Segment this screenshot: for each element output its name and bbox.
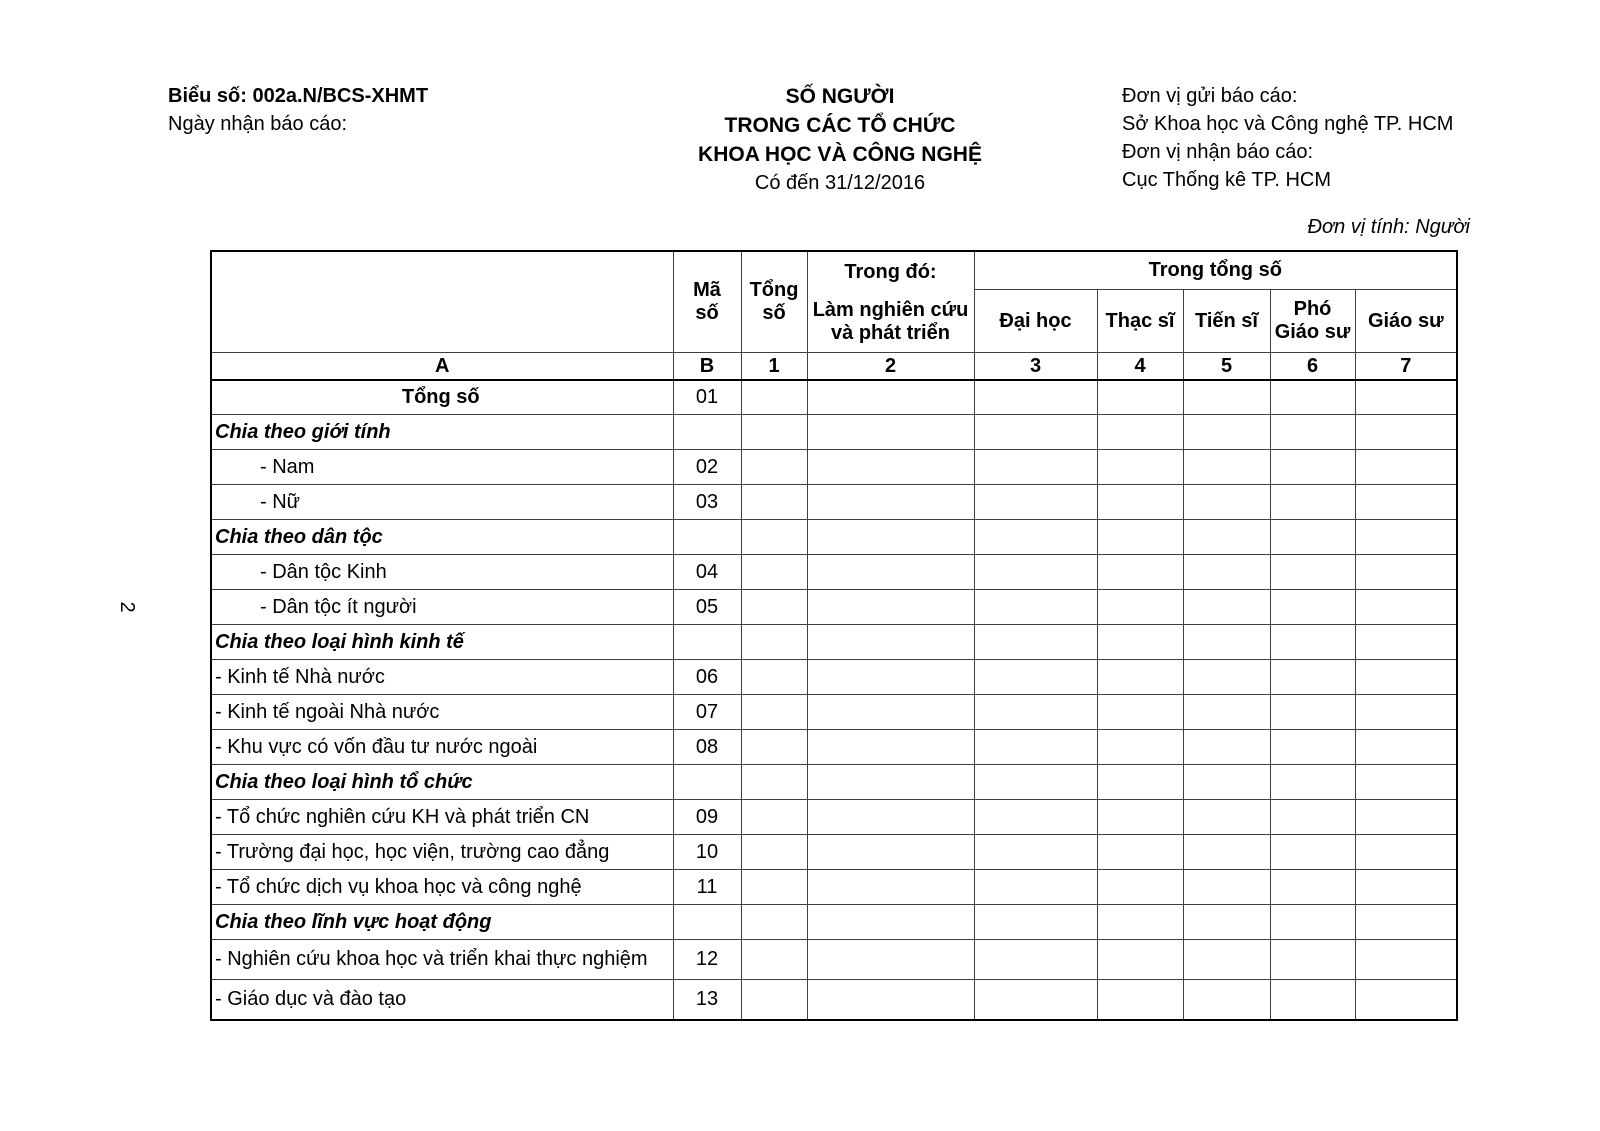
row-label: - Tổ chức nghiên cứu KH và phát triển CN (211, 800, 673, 835)
data-cell (741, 625, 807, 660)
data-cell (807, 980, 974, 1020)
table-row (211, 980, 1457, 1020)
receiver-label: Đơn vị nhận báo cáo: (1122, 141, 1314, 163)
col-header-thac-si: Thạc sĩ (1097, 290, 1183, 353)
row-code: 06 (673, 660, 741, 695)
data-cell (1097, 485, 1183, 520)
data-cell (741, 660, 807, 695)
data-cell (1270, 450, 1355, 485)
data-cell (807, 450, 974, 485)
data-cell (1097, 835, 1183, 870)
data-cell (807, 485, 974, 520)
data-cell (1355, 660, 1457, 695)
data-cell (1097, 905, 1183, 940)
data-cell (1097, 940, 1183, 980)
data-cell (1183, 485, 1270, 520)
row-code (673, 905, 741, 940)
data-cell (1183, 450, 1270, 485)
data-cell (974, 980, 1097, 1020)
data-cell (974, 730, 1097, 765)
recipients-block (1122, 82, 1453, 194)
report-title-line2: TRONG CÁC TỔ CHỨC (724, 114, 956, 137)
data-cell (1097, 980, 1183, 1020)
data-cell (807, 380, 974, 415)
form-meta-block (168, 82, 428, 138)
table-row (211, 520, 1457, 555)
data-cell (1355, 905, 1457, 940)
table-row (211, 730, 1457, 765)
data-cell (1183, 590, 1270, 625)
form-code: Biểu số: 002a.N/BCS-XHMT (168, 85, 429, 107)
data-cell (741, 555, 807, 590)
row-code (673, 625, 741, 660)
data-cell (1097, 800, 1183, 835)
row-label: Chia theo dân tộc (211, 520, 673, 555)
col-header-giao-su: Giáo sư (1355, 290, 1457, 353)
data-cell (1097, 520, 1183, 555)
data-cell (974, 660, 1097, 695)
table-row (211, 555, 1457, 590)
of-which-sub-label: Làm nghiên cứu và phát triển (812, 299, 969, 344)
table-row (211, 905, 1457, 940)
row-code: 01 (673, 380, 741, 415)
data-cell (1270, 485, 1355, 520)
col-header-code-line2: số (695, 302, 719, 324)
col-header-code-line1: Mã (693, 279, 721, 301)
data-cell (974, 800, 1097, 835)
data-cell (807, 590, 974, 625)
row-code: 09 (673, 800, 741, 835)
table-row (211, 765, 1457, 800)
data-cell (974, 415, 1097, 450)
row-label: - Dân tộc ít người (211, 590, 673, 625)
data-cell (1355, 590, 1457, 625)
data-cell (1183, 380, 1270, 415)
letter-cell: 1 (741, 353, 807, 380)
data-cell (1355, 730, 1457, 765)
data-cell (807, 625, 974, 660)
row-code: 11 (673, 870, 741, 905)
letter-cell: A (211, 353, 673, 380)
data-cell (741, 980, 807, 1020)
row-label: Chia theo loại hình kinh tế (211, 625, 673, 660)
data-cell (1097, 590, 1183, 625)
data-cell (974, 695, 1097, 730)
data-cell (741, 590, 807, 625)
data-cell (1183, 555, 1270, 590)
data-cell (1183, 905, 1270, 940)
data-cell (974, 870, 1097, 905)
data-cell (1183, 980, 1270, 1020)
page-number: 2 (116, 601, 138, 613)
data-cell (1097, 555, 1183, 590)
column-letter-row (211, 353, 1457, 380)
report-date: Có đến 31/12/2016 (754, 172, 926, 194)
data-cell (1270, 905, 1355, 940)
data-cell (1355, 870, 1457, 905)
col-header-of-which (807, 251, 974, 353)
report-table (210, 250, 1458, 1021)
data-cell (1355, 940, 1457, 980)
of-which-label: Trong đó: (844, 260, 937, 283)
data-cell (1270, 520, 1355, 555)
data-cell (1270, 380, 1355, 415)
data-cell (807, 415, 974, 450)
data-cell (1097, 450, 1183, 485)
data-cell (1355, 835, 1457, 870)
col-header-tien-si: Tiến sĩ (1183, 290, 1270, 353)
data-cell (974, 905, 1097, 940)
data-cell (1355, 555, 1457, 590)
table-row (211, 380, 1457, 415)
row-label: Tổng số (211, 380, 673, 415)
data-cell (807, 555, 974, 590)
row-code: 02 (673, 450, 741, 485)
data-cell (741, 415, 807, 450)
row-label: Chia theo giới tính (211, 415, 673, 450)
received-date-label: Ngày nhận báo cáo: (168, 113, 348, 135)
data-cell (1270, 800, 1355, 835)
data-cell (1270, 980, 1355, 1020)
data-cell (1183, 660, 1270, 695)
data-cell (741, 695, 807, 730)
data-cell (1097, 415, 1183, 450)
data-cell (1270, 730, 1355, 765)
col-header-total-line2: số (762, 302, 786, 324)
data-cell (1270, 940, 1355, 980)
col-header-code (673, 251, 741, 353)
data-cell (1270, 695, 1355, 730)
data-cell (807, 765, 974, 800)
row-code: 08 (673, 730, 741, 765)
row-label: - Nghiên cứu khoa học và triển khai thực nghiệm (211, 940, 673, 980)
table-row (211, 940, 1457, 980)
data-cell (974, 765, 1097, 800)
data-cell (741, 905, 807, 940)
data-cell (1097, 730, 1183, 765)
data-cell (1355, 695, 1457, 730)
unit-note: Đơn vị tính: Người (1307, 216, 1470, 238)
table-row (211, 695, 1457, 730)
report-title-line3: KHOA HỌC VÀ CÔNG NGHỆ (698, 143, 982, 166)
letter-cell: 7 (1355, 353, 1457, 380)
data-cell (974, 485, 1097, 520)
data-cell (1097, 660, 1183, 695)
data-cell (807, 520, 974, 555)
data-cell (807, 905, 974, 940)
table-row (211, 800, 1457, 835)
row-code: 12 (673, 940, 741, 980)
data-cell (974, 590, 1097, 625)
data-cell (1183, 730, 1270, 765)
data-cell (1355, 485, 1457, 520)
data-cell (741, 870, 807, 905)
row-label: Chia theo loại hình tổ chức (211, 765, 673, 800)
data-cell (1097, 625, 1183, 660)
letter-cell: 4 (1097, 353, 1183, 380)
data-cell (1270, 660, 1355, 695)
row-code: 05 (673, 590, 741, 625)
data-cell (1183, 695, 1270, 730)
data-cell (1183, 625, 1270, 660)
data-cell (1097, 695, 1183, 730)
data-cell (1270, 590, 1355, 625)
data-cell (1355, 625, 1457, 660)
data-cell (974, 940, 1097, 980)
data-cell (807, 800, 974, 835)
data-cell (1270, 835, 1355, 870)
row-label: - Khu vực có vốn đầu tư nước ngoài (211, 730, 673, 765)
table-row (211, 835, 1457, 870)
data-cell (1183, 870, 1270, 905)
data-cell (1355, 520, 1457, 555)
data-cell (1355, 415, 1457, 450)
letter-cell: 3 (974, 353, 1097, 380)
data-cell (1355, 800, 1457, 835)
data-cell (741, 520, 807, 555)
table-row (211, 485, 1457, 520)
data-cell (1183, 800, 1270, 835)
letter-cell: 5 (1183, 353, 1270, 380)
sender-name: Sở Khoa học và Công nghệ TP. HCM (1122, 113, 1454, 135)
letter-cell: B (673, 353, 741, 380)
data-cell (1183, 940, 1270, 980)
col-header-total (741, 251, 807, 353)
data-cell (1270, 555, 1355, 590)
data-cell (1270, 765, 1355, 800)
data-cell (1355, 765, 1457, 800)
table-row (211, 415, 1457, 450)
row-label: - Trường đại học, học viện, trường cao đẳng (211, 835, 673, 870)
row-label: - Nữ (211, 485, 673, 520)
data-cell (974, 520, 1097, 555)
receiver-name: Cục Thống kê TP. HCM (1122, 169, 1331, 191)
col-header-pho-giao-su: Phó Giáo sư (1270, 290, 1355, 353)
row-label: - Nam (211, 450, 673, 485)
row-label: - Kinh tế ngoài Nhà nước (211, 695, 673, 730)
row-label: - Giáo dục và đào tạo (211, 980, 673, 1020)
data-cell (974, 450, 1097, 485)
table-row (211, 870, 1457, 905)
data-cell (1270, 415, 1355, 450)
data-cell (807, 835, 974, 870)
data-cell (807, 730, 974, 765)
data-cell (974, 835, 1097, 870)
report-title-line1: SỐ NGƯỜI (785, 85, 895, 108)
data-cell (1270, 870, 1355, 905)
data-cell (974, 380, 1097, 415)
data-cell (741, 485, 807, 520)
data-cell (807, 660, 974, 695)
letter-cell: 2 (807, 353, 974, 380)
row-code: 03 (673, 485, 741, 520)
data-cell (741, 835, 807, 870)
row-code (673, 765, 741, 800)
data-cell (1183, 835, 1270, 870)
data-cell (807, 695, 974, 730)
row-code (673, 520, 741, 555)
data-cell (807, 870, 974, 905)
row-code: 10 (673, 835, 741, 870)
data-cell (1183, 765, 1270, 800)
data-cell (741, 765, 807, 800)
data-cell (1270, 625, 1355, 660)
row-code (673, 415, 741, 450)
table-row (211, 625, 1457, 660)
data-cell (1355, 450, 1457, 485)
data-cell (1183, 520, 1270, 555)
data-cell (1355, 980, 1457, 1020)
data-cell (741, 380, 807, 415)
table-row (211, 590, 1457, 625)
table-row (211, 660, 1457, 695)
stub-header-cell (211, 251, 673, 353)
data-cell (807, 940, 974, 980)
data-cell (741, 940, 807, 980)
letter-cell: 6 (1270, 353, 1355, 380)
data-cell (974, 625, 1097, 660)
report-title-block (640, 82, 1040, 198)
data-cell (1097, 765, 1183, 800)
table-row (211, 450, 1457, 485)
data-cell (1355, 380, 1457, 415)
col-header-total-line1: Tổng (749, 279, 799, 301)
data-cell (741, 730, 807, 765)
data-cell (741, 450, 807, 485)
data-cell (1097, 380, 1183, 415)
data-cell (1097, 870, 1183, 905)
sender-label: Đơn vị gửi báo cáo: (1122, 85, 1298, 107)
row-code: 07 (673, 695, 741, 730)
col-group-header-in-total: Trong tổng số (974, 251, 1457, 290)
row-label: - Tổ chức dịch vụ khoa học và công nghệ (211, 870, 673, 905)
data-cell (1183, 415, 1270, 450)
row-label: - Kinh tế Nhà nước (211, 660, 673, 695)
col-header-dai-hoc: Đại học (974, 290, 1097, 353)
row-code: 04 (673, 555, 741, 590)
data-cell (741, 800, 807, 835)
row-code: 13 (673, 980, 741, 1020)
data-cell (974, 555, 1097, 590)
row-label: Chia theo lĩnh vực hoạt động (211, 905, 673, 940)
row-label: - Dân tộc Kinh (211, 555, 673, 590)
